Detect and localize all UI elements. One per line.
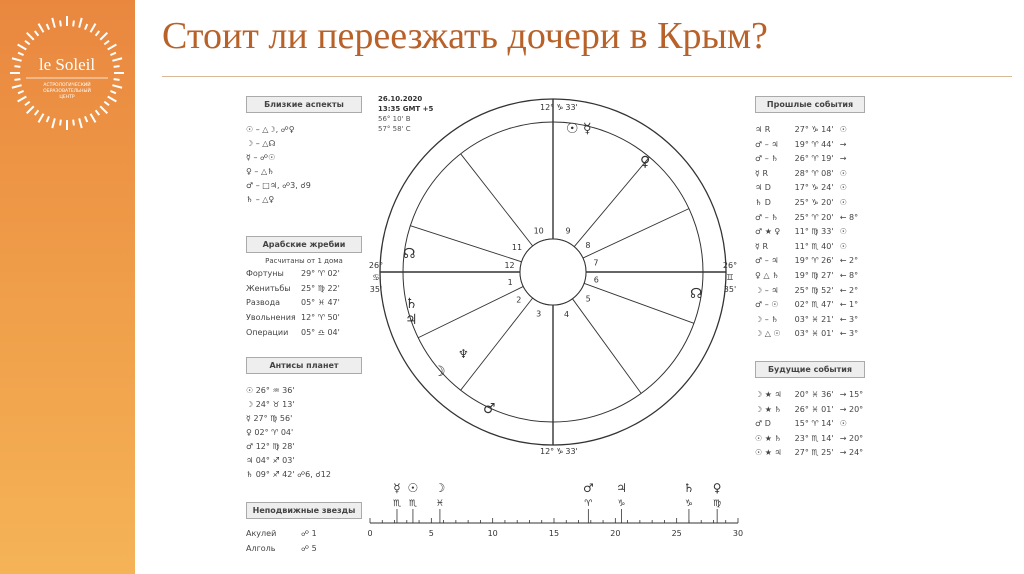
logo-ray: [39, 24, 44, 33]
logo-ray: [96, 31, 100, 36]
house-number: 2: [516, 295, 522, 305]
event-aspect: ♄ D: [755, 197, 771, 207]
event-row: [755, 432, 865, 447]
ruler-sign-glyph: ♏: [408, 499, 417, 509]
event-timing: ☉: [839, 197, 847, 207]
house-number: 11: [511, 242, 523, 252]
house-number: 12: [504, 261, 515, 271]
event-aspect: ☉ ★ ♃: [755, 448, 782, 458]
event-position: 25° ♍ 52': [794, 285, 834, 295]
event-row: [755, 284, 865, 299]
event-timing: ← 3°: [839, 329, 859, 339]
logo-ray: [108, 45, 117, 50]
logo-ray: [60, 20, 61, 26]
logo-ray: [79, 18, 82, 28]
event-timing: ← 2°: [839, 285, 859, 295]
logo-ray: [47, 116, 49, 122]
lot-name: Развода: [246, 298, 281, 308]
logo-ray: [110, 91, 116, 93]
event-position: 23° ♏ 14': [794, 433, 834, 443]
mercury-glyph: ☿: [583, 121, 592, 137]
house-number: 7: [593, 258, 599, 268]
arabic-lots-panel: [246, 236, 362, 340]
event-position: 02° ♏ 47': [794, 300, 834, 310]
antiscia-row: ♄ 09° ♐ 42' ☍6, ☌12: [246, 470, 331, 479]
event-position: 03° ♓ 21': [794, 314, 834, 324]
event-aspect: ♂ D: [755, 419, 771, 429]
house-number: 8: [585, 241, 591, 251]
ruler-sign-glyph: ♑: [684, 499, 693, 509]
moon-glyph: ☽: [433, 364, 446, 380]
logo-ray: [91, 114, 96, 123]
jupiter-glyph: ♃: [405, 312, 418, 328]
logo-ray: [14, 66, 20, 67]
lot-name: Операции: [246, 327, 289, 337]
event-timing: ☉: [839, 125, 847, 134]
past-events-panel: [755, 96, 865, 342]
event-row: [755, 446, 865, 461]
logo-ray: [18, 53, 24, 55]
ruler-tick-label: 10: [487, 529, 498, 538]
event-aspect: ☽ – ♄: [755, 314, 779, 324]
house-number: 6: [593, 275, 599, 285]
event-row: [755, 313, 865, 328]
svg-text:ОБРАЗОВАТЕЛЬНЫЙ: ОБРАЗОВАТЕЛЬНЫЙ: [43, 89, 91, 94]
event-timing: ☉: [839, 419, 847, 429]
logo-ray: [39, 114, 44, 123]
house-number: 1: [507, 277, 513, 287]
aspect-row: ♂ – □♃, ☍3, ☌9: [246, 181, 311, 190]
star-name: Акулей: [246, 529, 277, 538]
event-row: [755, 123, 865, 138]
logo-ray: [60, 120, 61, 126]
arabic-lots-title: Арабские жребии: [246, 236, 362, 253]
event-row: [755, 254, 865, 269]
event-aspect: ☽ – ♃: [755, 285, 779, 295]
event-timing: ← 1°: [839, 300, 859, 310]
event-position: 03° ♓ 01': [794, 329, 834, 339]
event-aspect: ☽ ★ ♄: [755, 404, 782, 414]
degree-ruler: [360, 478, 750, 546]
logo-ray: [47, 24, 49, 30]
lot-value: 05° ♎ 04': [301, 327, 340, 337]
logo-ray: [25, 102, 30, 106]
event-timing: ← 8°: [839, 212, 859, 222]
event-aspect: ☽ ★ ♃: [755, 390, 782, 399]
event-position: 27° ♑ 14': [794, 125, 834, 134]
antiscia-row: ♃ 04° ♐ 03': [246, 456, 295, 465]
ruler-sign-glyph: ♓: [435, 499, 444, 509]
event-row: [755, 167, 865, 182]
saturn-glyph: ♄: [405, 296, 418, 312]
asc-cusp-label: 26° ♋ 35': [368, 261, 384, 294]
node-glyph: ☊: [403, 246, 416, 262]
event-row: [755, 417, 865, 432]
event-aspect: ♂ ★ ♀: [755, 227, 781, 237]
ruler-tick-label: 25: [671, 529, 682, 538]
le-soleil-logo: [8, 14, 126, 132]
ruler-sign-glyph: ♈: [584, 499, 593, 509]
ruler-sign-glyph: ♑: [617, 499, 626, 509]
svg-text:АСТРОЛОГИЧЕСКИЙ: АСТРОЛОГИЧЕСКИЙ: [43, 83, 91, 88]
event-position: 11° ♍ 33': [794, 227, 834, 237]
ruler-planet-glyph: ♂: [582, 481, 594, 495]
title-divider: [162, 76, 1012, 77]
mc-cusp-label: 12° ♑ 33': [540, 103, 578, 112]
event-aspect: ♃ R: [755, 125, 771, 134]
event-aspect: ♀ △ ♄: [755, 270, 780, 280]
event-position: 25° ♈ 20': [794, 212, 834, 222]
event-timing: →: [839, 139, 847, 149]
sun-glyph: ☉: [566, 121, 579, 137]
close-aspects-title: Близкие аспекты: [246, 96, 362, 113]
event-row: [755, 240, 865, 255]
venus-glyph: ♀: [640, 154, 651, 170]
ruler-tick-label: 0: [367, 529, 373, 538]
aspect-row: ☽ – △☊: [246, 139, 276, 148]
event-aspect: ♂ – ♃: [755, 139, 779, 149]
mars-glyph: ♂: [483, 401, 496, 417]
event-position: 11° ♏ 40': [794, 241, 834, 251]
logo-ray: [112, 85, 122, 88]
arabic-lots-subtitle: Расчитаны от 1 дома: [265, 257, 343, 265]
house-number: 10: [533, 226, 544, 236]
ruler-planet-glyph: ♃: [616, 481, 627, 495]
lot-value: 29° ♈ 02': [301, 269, 340, 278]
logo-ray: [18, 45, 27, 50]
logo-ray: [100, 33, 107, 40]
lot-value: 12° ♈ 50': [301, 313, 340, 323]
event-timing: ☉: [839, 227, 847, 237]
logo-ray: [85, 116, 87, 122]
ruler-tick-label: 5: [428, 529, 434, 538]
aspect-row: ☉ – △☽, ☍♀: [246, 125, 295, 134]
aspect-row: ♄ – △♀: [246, 195, 275, 204]
event-timing: ← 8°: [839, 270, 859, 280]
event-row: [755, 269, 865, 284]
event-timing: ← 3°: [839, 314, 859, 324]
lot-value: 05° ♓ 47': [301, 298, 340, 308]
lot-value: 25° ♍ 22': [301, 283, 340, 293]
event-row: [755, 403, 865, 418]
logo-ray: [91, 24, 96, 33]
event-aspect: ♂ – ♄: [755, 212, 779, 222]
event-row: [755, 298, 865, 313]
event-position: 25° ♑ 20': [794, 197, 834, 207]
logo-ray: [112, 58, 122, 61]
aspect-row: ☿ – ☍☉: [246, 153, 276, 162]
svg-text:le Soleil: le Soleil: [38, 55, 96, 74]
house-number: 4: [564, 309, 570, 319]
logo-ray: [35, 110, 39, 115]
event-aspect: ☽ △ ☉: [755, 329, 781, 339]
logo-ray: [27, 106, 34, 113]
antiscia-row: ♀ 02° ♈ 04': [246, 428, 294, 437]
event-aspect: ☉ ★ ♄: [755, 433, 782, 443]
logo-ray: [52, 118, 55, 128]
antiscia-row: ♂ 12° ♍ 28': [246, 442, 295, 451]
house-cusp-line: [583, 209, 689, 258]
event-position: 27° ♏ 25': [794, 448, 834, 458]
ic-cusp-label: 12° ♑ 33': [540, 447, 578, 456]
event-position: 17° ♑ 24': [794, 183, 834, 193]
event-timing: ☉: [839, 183, 847, 193]
event-timing: ☉: [839, 168, 847, 178]
logo-ray: [12, 85, 22, 88]
event-timing: → 20°: [839, 433, 864, 443]
fixed-stars-panel: [246, 502, 362, 556]
event-position: 19° ♈ 44': [794, 139, 834, 149]
event-timing: → 24°: [839, 448, 864, 458]
node-south-glyph: ☊: [690, 286, 703, 302]
future-events-panel: [755, 361, 865, 461]
logo-ray: [27, 33, 34, 40]
fixed-stars-title: Неподвижные звезды: [246, 502, 362, 519]
star-value: ☍ 1: [301, 529, 317, 538]
house-number: 3: [536, 309, 542, 319]
antiscia-panel: [246, 357, 362, 482]
event-position: 20° ♓ 36': [794, 390, 834, 399]
event-aspect: ♃ D: [755, 183, 771, 193]
house-cusp-line: [572, 299, 641, 394]
antiscia-row: ☉ 26° ♒ 36': [246, 386, 295, 395]
logo-ray: [96, 110, 100, 115]
future-events-title: Будущие события: [755, 361, 865, 378]
star-name: Алголь: [246, 543, 276, 553]
event-timing: → 15°: [839, 390, 864, 399]
event-timing: ← 2°: [839, 256, 859, 266]
event-aspect: ♂ – ♄: [755, 154, 779, 164]
event-aspect: ♂ – ☉: [755, 300, 779, 310]
close-aspects-panel: [246, 96, 362, 207]
logo-ray: [104, 41, 109, 45]
logo-ray: [114, 79, 120, 80]
dsc-cusp-label: 26° ♊ 35': [722, 261, 738, 294]
lot-name: Женитьбы: [246, 283, 291, 293]
house-number: 5: [585, 294, 591, 304]
ruler-tick-label: 20: [610, 529, 621, 538]
ruler-sign-glyph: ♍: [713, 499, 722, 509]
logo-ray: [79, 118, 82, 128]
event-row: [755, 327, 865, 342]
logo-ray: [114, 66, 120, 67]
event-aspect: ☿ R: [755, 241, 769, 251]
neptune-glyph: ♆: [458, 347, 469, 361]
event-row: [755, 138, 865, 153]
logo-ray: [73, 20, 74, 26]
page-title: Стоит ли переезжать дочери в Крым?: [162, 15, 768, 57]
ruler-tick-label: 15: [548, 529, 560, 538]
svg-text:ЦЕНТР: ЦЕНТР: [59, 95, 75, 100]
event-position: 19° ♍ 27': [794, 270, 834, 280]
house-cusp-line: [461, 154, 533, 246]
chart-lon: 57° 58' С: [378, 125, 411, 133]
antiscia-title: Антисы планет: [246, 357, 362, 374]
logo-ray: [108, 97, 117, 102]
event-row: [755, 388, 865, 403]
antiscia-row: ☿ 27° ♍ 56': [246, 414, 293, 423]
logo-ray: [14, 79, 20, 80]
event-row: [755, 152, 865, 167]
logo-ray: [100, 106, 107, 113]
ruler-planet-glyph: ☉: [407, 481, 419, 495]
event-position: 28° ♈ 08': [794, 168, 834, 178]
ruler-planet-glyph: ☽: [434, 481, 446, 495]
event-aspect: ☿ R: [755, 168, 769, 178]
event-row: [755, 211, 865, 226]
chart-lat: 56° 10' В: [378, 115, 411, 123]
star-value: ☍ 5: [301, 543, 317, 553]
antiscia-row: ☽ 24° ♉ 13': [246, 400, 295, 409]
event-timing: → 20°: [839, 404, 864, 414]
horoscope-wheel: [368, 88, 748, 472]
chart-date: 26.10.2020: [378, 95, 423, 103]
event-row: [755, 196, 865, 211]
logo-ray: [110, 53, 116, 55]
chart-time: 13:35 GMT +5: [378, 105, 434, 113]
logo-ray: [52, 18, 55, 28]
logo-ray: [18, 91, 24, 93]
event-position: 15° ♈ 14': [794, 419, 834, 429]
ruler-planet-glyph: ♄: [683, 481, 695, 495]
event-timing: ☉: [839, 241, 847, 251]
ruler-sign-glyph: ♏: [392, 499, 402, 509]
lot-name: Увольнения: [246, 313, 296, 323]
event-position: 26° ♓ 01': [794, 404, 834, 414]
event-timing: →: [839, 154, 847, 164]
logo-ray: [35, 31, 39, 36]
ruler-planet-glyph: ♀: [712, 481, 722, 495]
house-cusp-line: [584, 283, 694, 323]
logo-ray: [18, 97, 27, 102]
lot-name: Фортуны: [246, 269, 284, 278]
event-row: [755, 225, 865, 240]
aspect-row: ♀ – △♄: [246, 167, 275, 176]
ruler-tick-label: 30: [732, 529, 744, 538]
house-number: 9: [565, 226, 571, 236]
past-events-title: Прошлые события: [755, 96, 865, 113]
event-position: 26° ♈ 19': [794, 154, 834, 164]
logo-ray: [12, 58, 22, 61]
house-cusp-line: [410, 226, 521, 262]
logo-ray: [104, 102, 109, 106]
event-row: [755, 181, 865, 196]
logo-ray: [85, 24, 87, 30]
house-cusp-line: [574, 157, 649, 247]
event-aspect: ♂ – ♃: [755, 256, 779, 266]
event-position: 19° ♈ 26': [794, 256, 834, 266]
logo-ray: [25, 41, 30, 45]
ruler-planet-glyph: ☿: [393, 481, 401, 495]
logo-ray: [73, 120, 74, 126]
